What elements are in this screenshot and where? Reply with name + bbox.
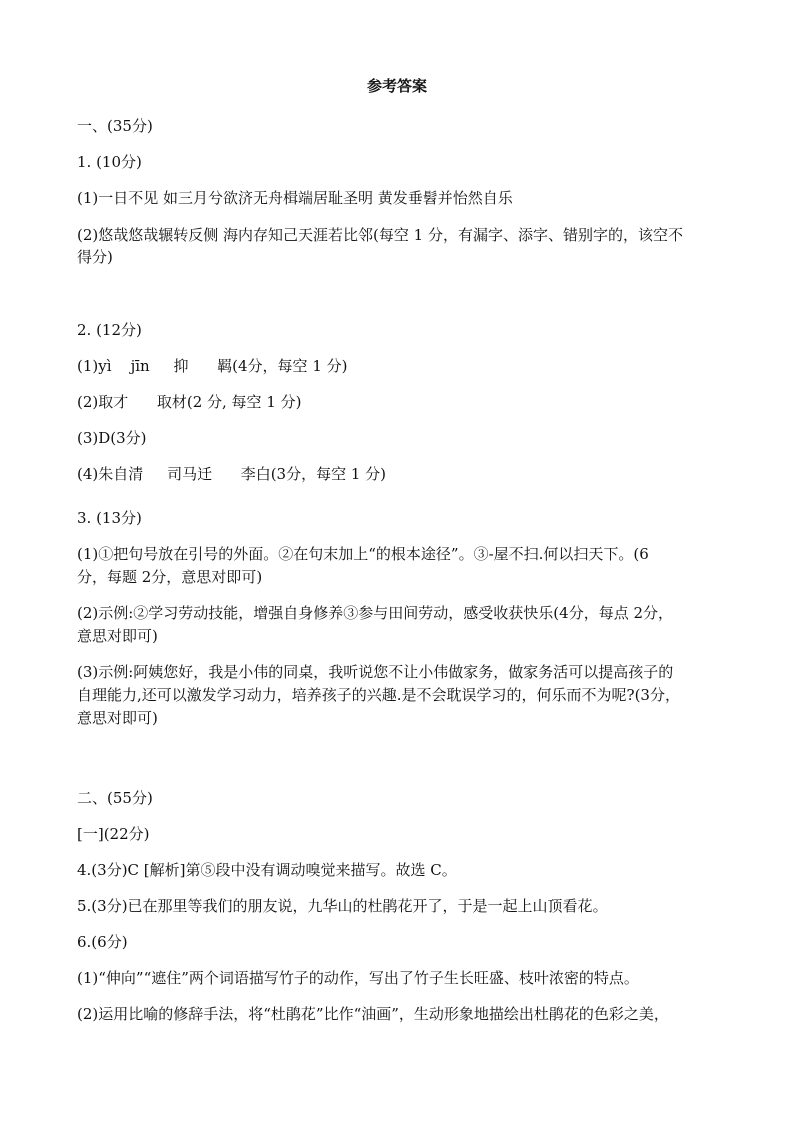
question-4-answer: 4.(3分)C [解析]第⑤段中没有调动嗅觉来描写。故选 C。 <box>77 861 457 879</box>
question-6-answer-2: (2)运用比喻的修辞手法，将“杜鹃花”比作“油画”，生动形象地描绘出杜鹃花的色彩之美， <box>77 1005 669 1023</box>
question-3-heading: 3. (13分) <box>77 509 142 527</box>
section-1-heading: 一、(35分) <box>77 117 153 135</box>
question-6-answer-1: (1)“伸向”“遮住”两个词语描写竹子的动作，写出了竹子生长旺盛、枝叶浓密的特点。 <box>77 969 639 987</box>
question-2-answer-2: (2)取才 取材(2 分, 每空 1 分) <box>77 393 302 411</box>
question-2-answer-4: (4)朱自清 司马迁 李白(3分，每空 1 分) <box>77 465 387 483</box>
question-3-answer-1-line-1: (1)①把句号放在引号的外面。②在句末加上“的根本途径”。③-屋不扫.何以扫天下。(6 <box>77 545 649 563</box>
question-6-heading: 6.(6分) <box>77 933 128 951</box>
question-3-answer-2-line-2: 意思对即可) <box>77 627 158 645</box>
question-2-answer-1: (1)yì jīn 抑 羁(4分，每空 1 分) <box>77 357 348 375</box>
question-3-answer-3-line-2: 自理能力,还可以激发学习动力，培养孩子的兴趣.是不会耽误学习的，何乐而不为呢?(3分， <box>77 686 680 704</box>
section-2-heading: 二、(55分) <box>77 789 153 807</box>
page-title: 参考答案 <box>366 77 427 95</box>
question-1-answer-2-line-1: (2)悠哉悠哉辗转反侧 海内存知己天涯若比邻(每空 1 分，有漏字、添字、错别字的，该空不 <box>77 226 683 244</box>
question-3-answer-2-line-1: (2)示例:②学习劳动技能，增强自身修养③参与田间劳动，感受收获快乐(4分，每点 2分， <box>77 604 674 622</box>
question-1-heading: 1. (10分) <box>77 153 142 171</box>
question-1-answer-2-line-2: 得分) <box>77 248 113 266</box>
question-1-answer-1: (1)一日不见 如三月兮欲济无舟楫端居耻圣明 黄发垂髫并怡然自乐 <box>77 189 513 207</box>
question-3-answer-3-line-1: (3)示例:阿姨您好，我是小伟的同桌，我听说您不让小伟做家务，做家务活可以提高孩子的 <box>77 663 674 681</box>
question-2-answer-3: (3)D(3分) <box>77 429 147 447</box>
question-3-answer-3-line-3: 意思对即可) <box>77 709 158 727</box>
question-2-heading: 2. (12分) <box>77 321 142 339</box>
question-3-answer-1-line-2: 分，每题 2分，意思对即可) <box>77 568 263 586</box>
subsection-1-heading: [一](22分) <box>77 825 150 843</box>
question-5-answer: 5.(3分)已在那里等我们的朋友说，九华山的杜鹃花开了，于是一起上山顶看花。 <box>77 897 608 915</box>
